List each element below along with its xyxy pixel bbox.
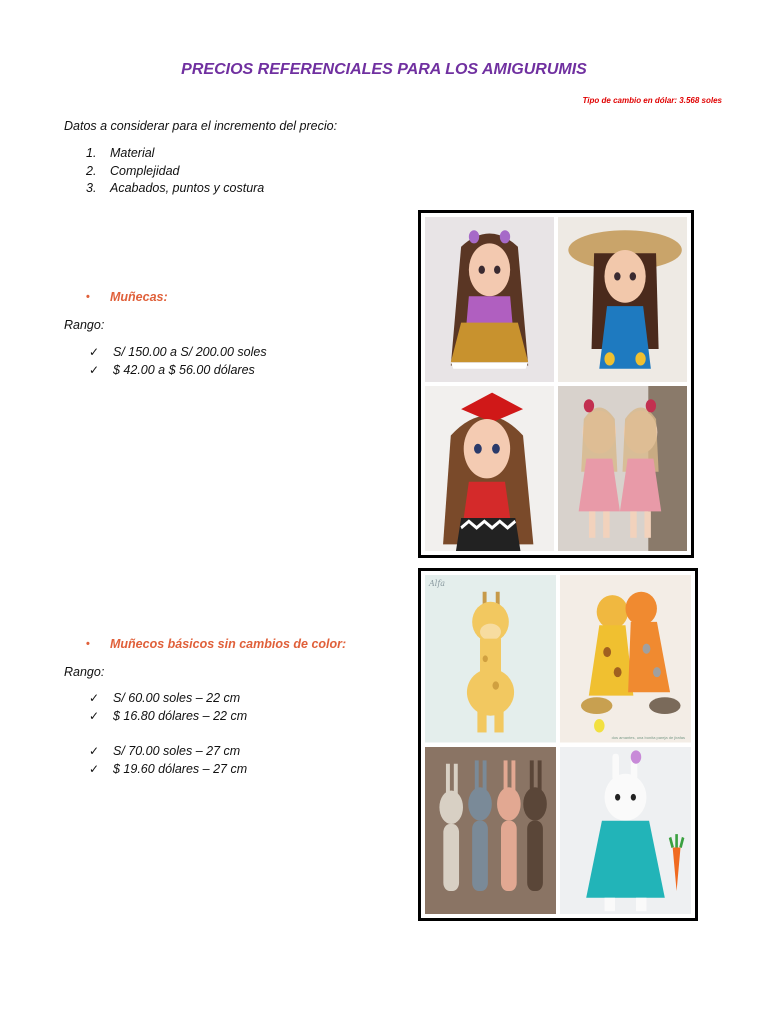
giraffe-couple-caption: dos amantes, una bonita pareja de jirafas [611,734,685,740]
intro-text: Datos a considerar para el incremento del precio: [64,119,338,133]
check-icon: ✓ [89,345,100,359]
giraffe-photo [425,575,556,743]
list-item: ✓ $ 16.80 dólares – 22 cm [89,709,247,727]
range-label: Rango: [64,318,105,332]
bunny-dress-photo [560,747,691,915]
list-item: 2. Complejidad [86,163,180,178]
list-item: ✓ S/ 150.00 a S/ 200.00 soles [89,345,267,363]
doll-photo-purple [425,217,554,382]
check-icon: ✓ [89,761,100,776]
doll-photo-red-bow [425,386,554,551]
range-label: Rango: [64,665,105,679]
bunnies-photo [425,747,556,915]
exchange-rate-note: Tipo de cambio en dólar: 3.568 soles [582,96,722,105]
list-item: 3. Acabados, puntos y costura [86,181,265,195]
list-item: ✓ S/ 70.00 soles – 27 cm [89,744,247,762]
check-icon: ✓ [89,708,100,723]
bullet-icon: • [86,291,90,303]
list-item: ✓ $ 42.00 a $ 56.00 dólares [89,363,267,381]
list-item: 1. Material [86,146,155,160]
page-title: PRECIOS REFERENCIALES PARA LOS AMIGURUMIS [181,61,587,78]
list-item: ✓ $ 19.60 dólares – 27 cm [89,762,247,780]
price-list-basicos-22 [89,691,247,726]
bullet-icon: • [86,638,90,650]
check-icon: ✓ [89,744,100,758]
list-item: ✓ S/ 60.00 soles – 22 cm [89,691,247,709]
section-heading-basicos: • Muñecos básicos sin cambios de color: [86,637,347,651]
giraffe-tag: Alfa [429,579,446,588]
price-list-munecas [89,345,267,380]
check-icon: ✓ [89,691,100,705]
factors-list [86,146,264,199]
doll-photo-twins [558,386,687,551]
basic-amigurumi-photo-collage [418,568,698,921]
check-icon: ✓ [89,362,100,377]
dolls-photo-collage [418,210,694,558]
section-heading-munecas: • Muñecas: [86,290,168,304]
price-list-basicos-27 [89,744,247,779]
doll-photo-hat [558,217,687,382]
giraffe-couple-photo [560,575,691,743]
